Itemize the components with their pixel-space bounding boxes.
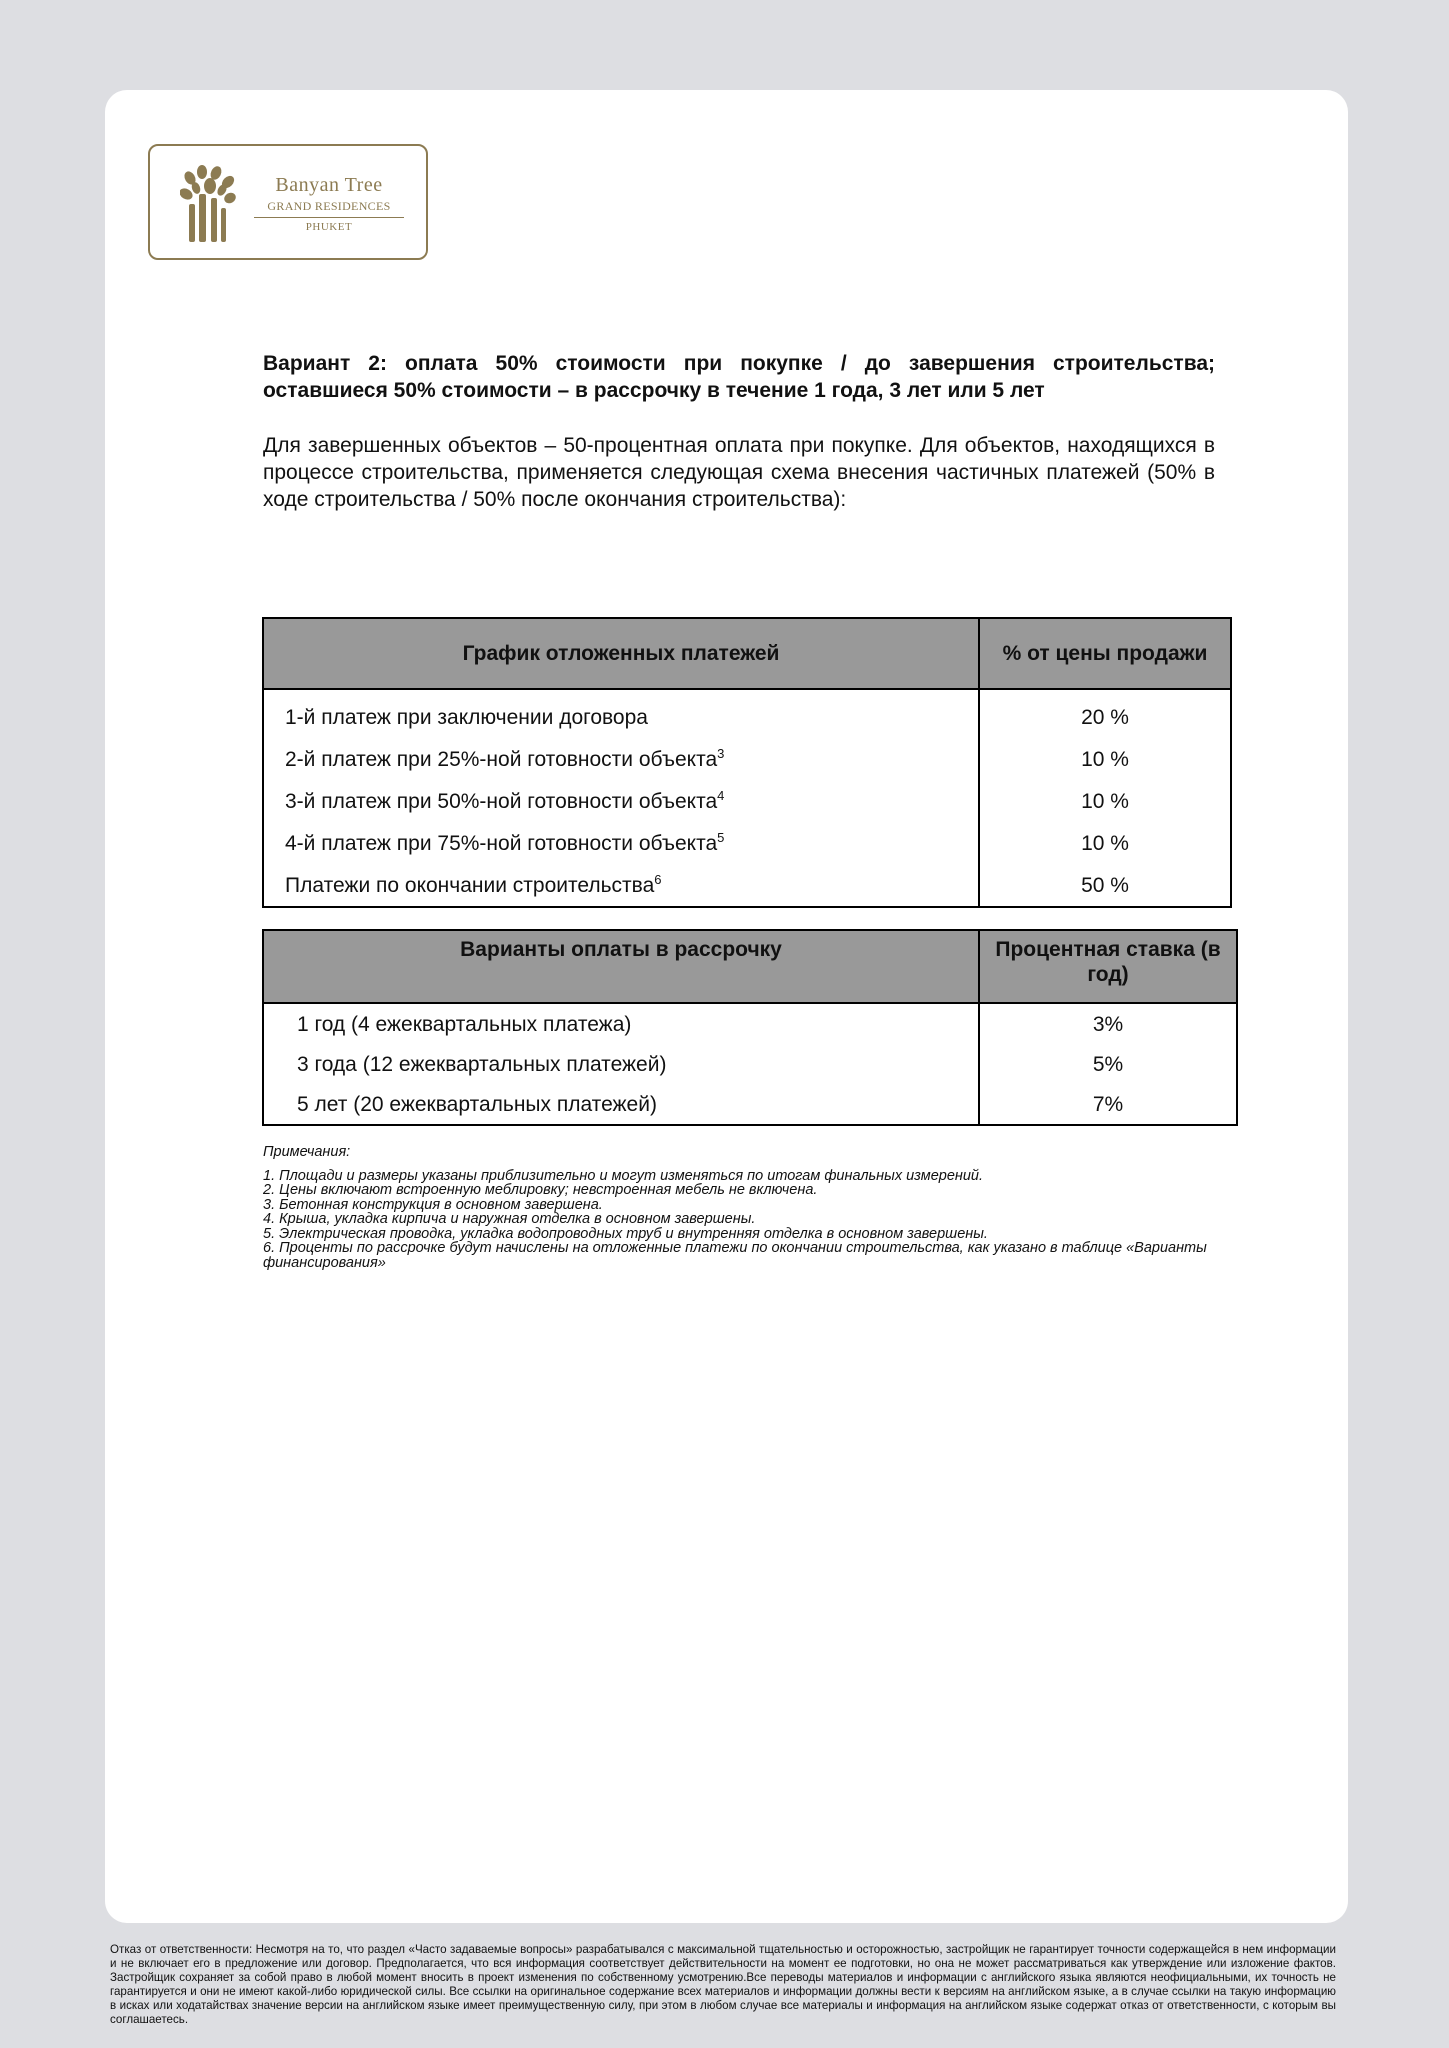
footnote-item: 3. Бетонная конструкция в основном завершена. bbox=[263, 1196, 603, 1213]
row-label: Платежи по окончании строительства$^6$ bbox=[263, 864, 979, 907]
row-value: 20 % bbox=[979, 689, 1231, 738]
row-value: 7% bbox=[979, 1084, 1237, 1125]
row-label: 3-й платеж при 50%-ной готовности объекта$^4$ bbox=[263, 780, 979, 822]
table-row bbox=[263, 738, 1231, 780]
table-header-row bbox=[263, 930, 1237, 1003]
row-label: 5 лет (20 ежеквартальных платежей) bbox=[263, 1084, 979, 1125]
footnote-item: 6. Проценты по рассрочке будут начислены на отложенные платежи по окончании строительства, как указано в таблице «Варианты финансирования» bbox=[263, 1240, 1207, 1271]
table-row bbox=[263, 1084, 1237, 1125]
footnote-item: 2. Цены включают встроенную меблировку; невстроенная мебель не включена. bbox=[263, 1182, 818, 1198]
intro-paragraph: Для завершенных объектов – 50-процентная оплата при покупке. Для объектов, находящихся в процессе строительства, применяется следующая схема внесения частичных платежей (50% в ходе строительства / 50% после окончания строительства): bbox=[263, 434, 1215, 511]
table-row bbox=[263, 689, 1231, 738]
banyan-tree-icon bbox=[180, 164, 238, 244]
row-label: 2-й платеж при 25%-ной готовности объекта$^3$ bbox=[263, 738, 979, 780]
column-header: % от цены продажи bbox=[979, 618, 1231, 689]
table-row bbox=[263, 780, 1231, 822]
footnote-item: 1. Площади и размеры указаны приблизительно и могут изменяться по итогам финальных измерений. bbox=[263, 1167, 984, 1184]
deferred-payments-table bbox=[262, 617, 1232, 908]
footnote-item: 4. Крыша, укладка кирпича и наружная отделка в основном завершены. bbox=[263, 1211, 756, 1227]
footnote-ref: 3 bbox=[717, 745, 725, 761]
row-value: 5% bbox=[979, 1044, 1237, 1084]
row-value: 10 % bbox=[979, 822, 1231, 864]
row-value: 50 % bbox=[979, 864, 1231, 907]
footnotes-title: Примечания: bbox=[263, 1144, 351, 1160]
footnote-ref: 6 bbox=[654, 871, 662, 887]
footnote-ref: 4 bbox=[717, 787, 725, 803]
main-content bbox=[263, 350, 1215, 513]
table-row bbox=[263, 1044, 1237, 1084]
footnotes bbox=[263, 1145, 1243, 1270]
row-value: 10 % bbox=[979, 738, 1231, 780]
brand-name bbox=[254, 174, 404, 233]
section-heading: Вариант 2: оплата 50% стоимости при покупке / до завершения строительства; оставшиеся 50% стоимости – в рассрочку в течение 1 года, 3 лет или 5 лет bbox=[263, 352, 1215, 402]
row-label: 3 года (12 ежеквартальных платежей) bbox=[263, 1044, 979, 1084]
column-header: График отложенных платежей bbox=[263, 618, 979, 689]
row-label: 1-й платеж при заключении договора bbox=[263, 689, 979, 738]
table-row bbox=[263, 864, 1231, 907]
row-value: 10 % bbox=[979, 780, 1231, 822]
brand-line-1: Banyan Tree bbox=[275, 174, 383, 196]
brand-line-2: GRAND RESIDENCES bbox=[254, 199, 404, 218]
column-header: Процентная ставка (в год) bbox=[979, 930, 1237, 1003]
row-value: 3% bbox=[979, 1003, 1237, 1044]
table-row bbox=[263, 822, 1231, 864]
disclaimer-text: Отказ от ответственности: Несмотря на то, что раздел «Часто задаваемые вопросы» разрабатывался с максимальной тщательностью и осторожностью, застройщик не гарантирует точности содержащейся в нем информации и не включает его в предложение или договор. Предполагается, что вся информация соответствует действительности на момент ее подготовки, но она не может рассматриваться как утверждение или изложение фактов. Застройщик сохраняет за собой право в любой момент вносить в проект изменения по собственному усмотрению.Все переводы материалов и информации с английского языка являются неофициальными, их точность не гарантируется и они не имеют какой-либо юридической силы. Все ссылки на оригинальное содержание всех материалов и информации должны вести к версиям на английском языке, а в случае ссылки на такую информацию в исках или ходатайствах значение версии на английском языке имеет преимущественную силу, при этом в любом случае все материалы и информация на английском языке содержат отказ от ответственности, с которым вы соглашаетесь. bbox=[110, 1943, 1336, 2026]
brand-line-3: PHUKET bbox=[305, 221, 353, 233]
row-label: 4-й платеж при 75%-ной готовности объекта$^5$ bbox=[263, 822, 979, 864]
footnote-ref: 5 bbox=[717, 829, 725, 845]
logo bbox=[148, 144, 428, 260]
installment-options-table bbox=[262, 929, 1238, 1126]
row-label: 1 год (4 ежеквартальных платежа) bbox=[263, 1003, 979, 1044]
column-header: Варианты оплаты в рассрочку bbox=[263, 930, 979, 1003]
table-row bbox=[263, 1003, 1237, 1044]
table-header-row bbox=[263, 618, 1231, 689]
footnote-item: 5. Электрическая проводка, укладка водопроводных труб и внутренняя отделка в основном завершены. bbox=[263, 1225, 988, 1242]
